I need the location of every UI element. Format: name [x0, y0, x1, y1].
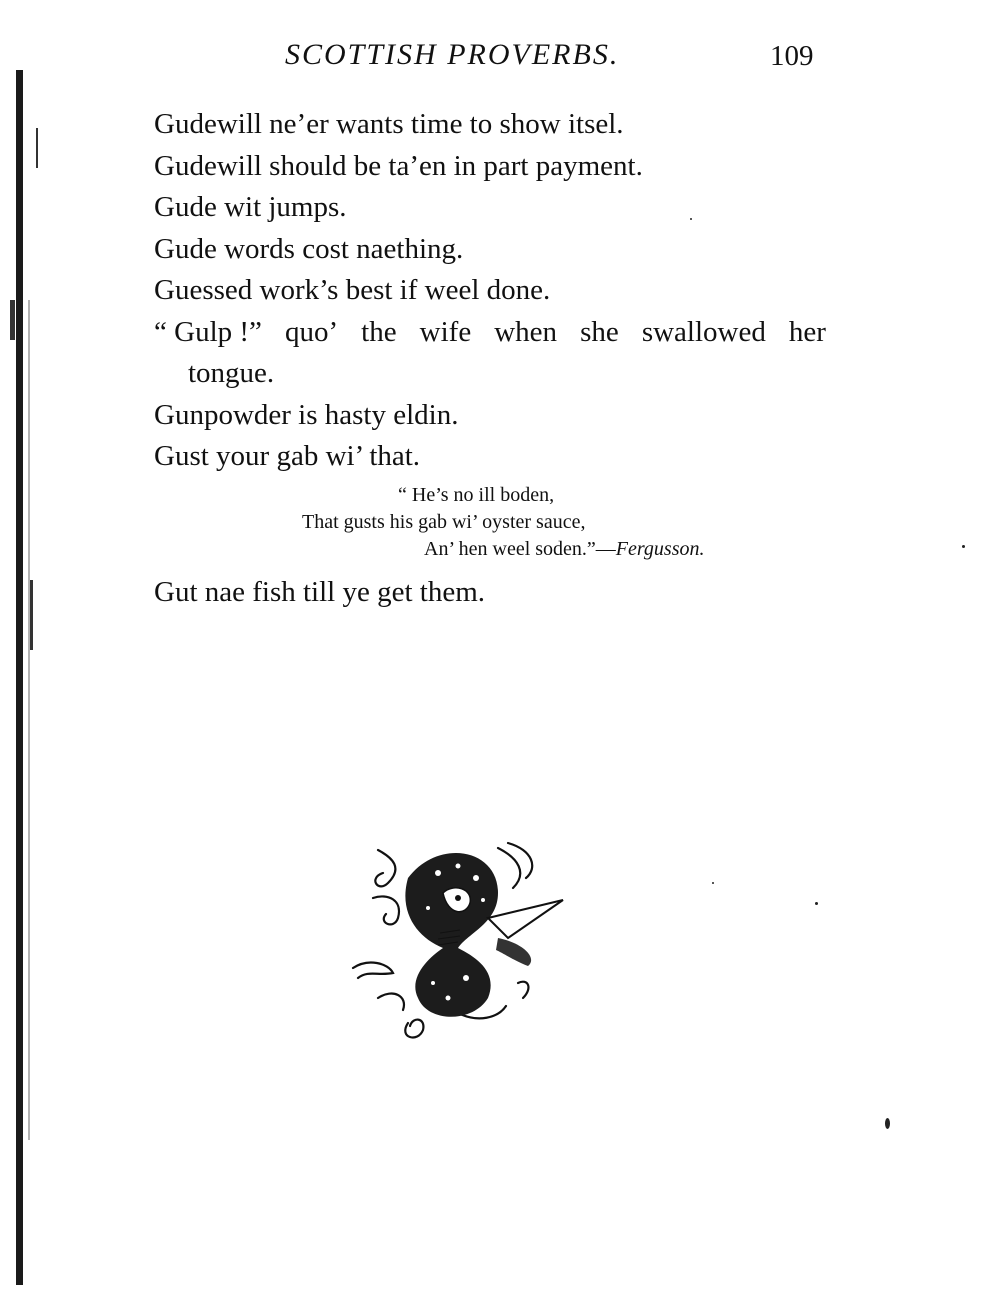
print-speck	[962, 545, 965, 548]
print-speck	[690, 218, 692, 220]
word: quo’	[284, 315, 339, 348]
word: “ Gulp !”	[154, 315, 262, 348]
proverb: Gudewill ne’er wants time to show itsel.	[154, 108, 624, 140]
proverb: Gudewill should be ta’en in part payment.	[154, 149, 643, 182]
word: she	[580, 315, 619, 348]
attribution: Fergusson.	[615, 537, 705, 560]
verse-line-text: An’ hen weel soden.”—	[424, 537, 616, 560]
word: her	[788, 315, 826, 348]
dragon-ornament-icon	[348, 838, 568, 1043]
proverb-continuation: tongue.	[188, 357, 275, 389]
proverb: Gude words cost naething.	[154, 232, 464, 265]
print-speck	[815, 902, 818, 905]
verse-quotation	[154, 478, 854, 566]
binding-fleck	[30, 580, 33, 650]
verse-line-with-attribution	[424, 536, 705, 563]
proverb: Guessed work’s best if weel done.	[154, 274, 551, 306]
verse-line: That gusts his gab wi’ oyster sauce,	[302, 510, 586, 533]
proverb: Gust your gab wi’ that.	[154, 440, 421, 472]
binding-edge	[16, 70, 23, 1285]
proverb-gulp	[154, 312, 826, 354]
word: swallowed	[641, 315, 766, 348]
binding-shadow	[28, 300, 30, 1140]
proverb: Gunpowder is hasty eldin.	[154, 398, 459, 431]
binding-fleck	[36, 128, 38, 168]
proverb-list	[154, 104, 854, 613]
page-number: 109	[770, 40, 814, 72]
running-head: SCOTTISH PROVERBS.	[285, 38, 620, 71]
word: wife	[419, 315, 472, 348]
word: the	[361, 315, 397, 348]
proverb: Gude wit jumps.	[154, 191, 347, 223]
print-speck	[885, 1118, 890, 1129]
binding-fleck	[10, 300, 15, 340]
word: when	[494, 315, 558, 348]
print-speck	[712, 882, 714, 884]
verse-line: “ He’s no ill boden,	[398, 483, 555, 506]
proverb: Gut nae fish till ye get them.	[154, 575, 486, 608]
